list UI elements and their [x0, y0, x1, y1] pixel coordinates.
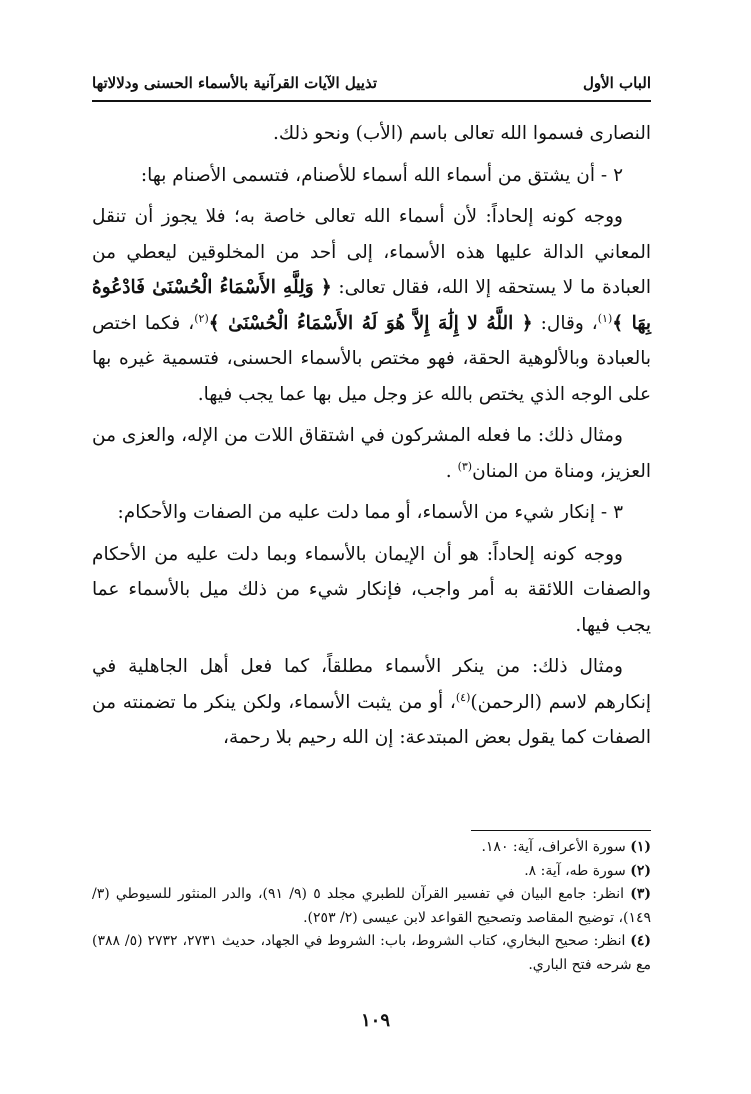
footnote-number: (١)	[630, 839, 651, 855]
paragraph-text: ووجه كونه إلحاداً: لأن أسماء الله تعالى خاصة به؛ فلا يجوز أن تنقل المعاني الدالة عليها هذه الأسماء، إلى أحد من المخلوقين ليعطي من العبادة ما لا يستحقه إلا الله، فقال تعالى:	[92, 206, 652, 298]
heading-text: ٣ - إنكار شيء من الأسماء، أو مما دلت عليه من الصفات والأحكام:	[117, 502, 623, 523]
paragraph	[92, 116, 651, 152]
quran-verse: ﴿ وَلِلَّهِ الأَسْمَاءُ الْحُسْنَىٰ فَادْعُوهُ بِهَا ﴾	[92, 277, 651, 334]
paragraph-text: ومثال ذلك: من ينكر الأسماء مطلقاً، كما فعل أهل الجاهلية في إنكارهم لاسم (الرحمن)	[92, 656, 652, 713]
paragraph-text: .	[445, 460, 452, 482]
footnote-text: انظر: جامع البيان في تفسير القرآن للطبري مجلد ٥ (٩/ ٩١)، والدر المنثور للسيوطي (٣/ ١٤٩)، توضيح المقاصد وتصحيح القواعد لابن عيسى (٢/ ٢٥٣).	[92, 886, 651, 926]
header-topic: تذييل الآيات القرآنية بالأسماء الحسنى ودلالاتها	[92, 74, 378, 92]
quran-verse: ﴿ اللَّهُ لا إِلَٰهَ إِلاَّ هُوَ لَهُ الأَسْمَاءُ الْحُسْنَىٰ ﴾	[208, 312, 533, 334]
footnotes	[92, 836, 651, 977]
paragraph-text: ، فكما اختص بالعبادة وبالألوهية الحقة، فهو مختص بالأسماء الحسنى، فتسمية غيره بها على الوجه الذي يختص بالله عز وجل ميل بها عما يجب فيها.	[92, 312, 651, 405]
footnote	[92, 883, 651, 930]
footnote-ref: (٣)	[457, 459, 473, 473]
header-rule	[92, 100, 651, 102]
footnote-ref: (٢)	[194, 311, 209, 325]
footnote-text: سورة الأعراف، آية: ١٨٠.	[481, 839, 626, 855]
paragraph	[92, 649, 651, 756]
paragraph-text: ، أو من يثبت الأسماء، ولكن ينكر ما تضمنته من الصفات كما يقول بعض المبتدعة: إن الله رحيم بلا رحمة،	[92, 691, 651, 748]
footnote	[92, 836, 651, 860]
running-header	[92, 58, 651, 92]
paragraph-text: ووجه كونه إلحاداً: هو أن الإيمان بالأسماء وبما دلت عليه من الأحكام والصفات اللائقة به أمر واجب، فإنكار شيء من ذلك ميل بالأسماء عما يجب فيها.	[92, 543, 651, 636]
section-heading	[92, 495, 651, 531]
paragraph-text: النصارى فسموا الله تعالى باسم (الأب) ونحو ذلك.	[272, 123, 651, 144]
page-number: ١٠٩	[360, 1010, 390, 1031]
footnote-number: (٤)	[630, 933, 652, 949]
footnote	[92, 860, 651, 884]
heading-text: ٢ - أن يشتق من أسماء الله أسماء للأصنام، فتسمى الأصنام بها:	[140, 164, 623, 186]
footnote-text: انظر: صحيح البخاري، كتاب الشروط، باب: الشروط في الجهاد، حديث ٢٧٣١، ٢٧٣٢ (٥/ ٣٨٨) مع شرحه فتح الباري.	[92, 933, 651, 973]
section-heading	[92, 158, 651, 194]
paragraph	[92, 199, 651, 412]
footnote-text: سورة طه، آية: ٨.	[524, 862, 626, 879]
footnote-rule	[471, 830, 651, 831]
main-text	[92, 116, 651, 762]
header-chapter: الباب الأول	[582, 74, 651, 92]
footnote-ref: (١)	[597, 311, 613, 325]
paragraph	[92, 537, 651, 644]
footnote-ref: (٤)	[455, 690, 471, 704]
footnote	[92, 930, 651, 977]
paragraph	[92, 418, 651, 489]
footnote-number: (٣)	[630, 886, 651, 902]
footnote-number: (٢)	[630, 862, 651, 879]
paragraph-text: ومثال ذلك: ما فعله المشركون في اشتقاق اللات من الإله، والعزى من العزيز، ومناة من المنان	[92, 425, 651, 482]
paragraph-text: ، وقال:	[540, 312, 598, 334]
